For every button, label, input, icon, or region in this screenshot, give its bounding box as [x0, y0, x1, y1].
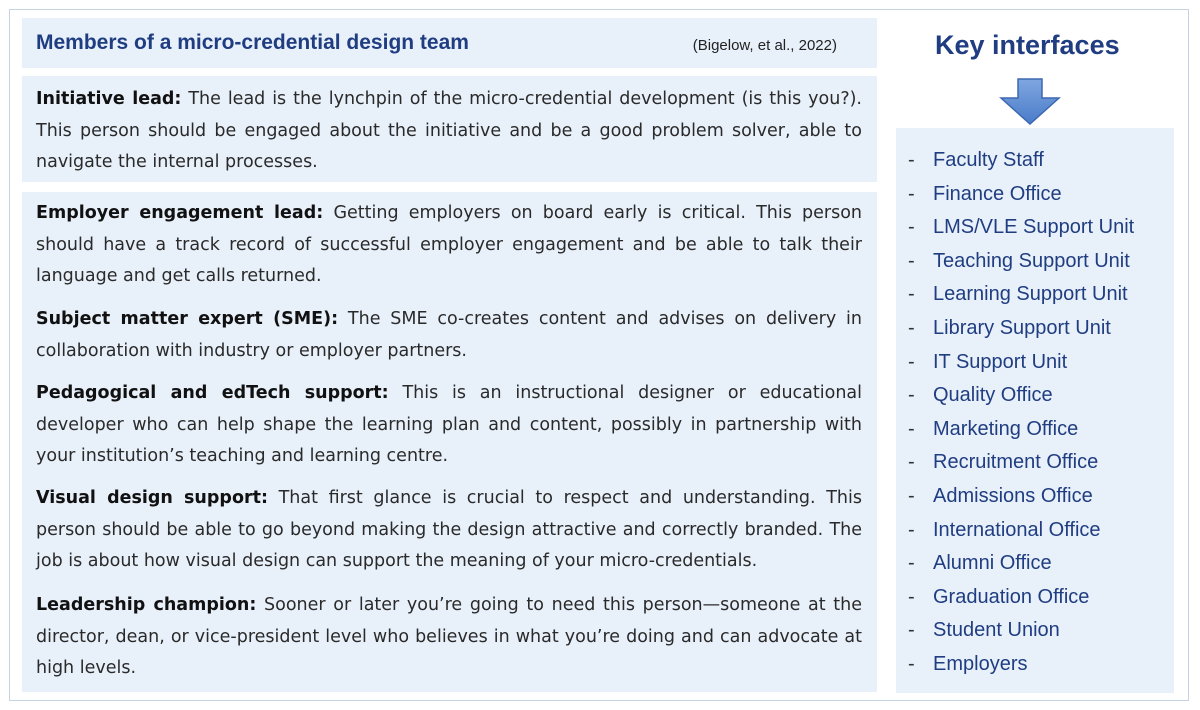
list-bullet: - [908, 350, 915, 373]
role-description: Sooner or later you’re going to need this person—someone at the director, dean, or vice-president level who believes in what you’re doing and can advocate at high levels. [36, 595, 862, 678]
role-visual-design-support [36, 483, 862, 578]
role-name: Visual design support: [36, 488, 268, 508]
list-item-label: Graduation Office [933, 585, 1090, 608]
role-pedagogical-edtech-support [36, 378, 862, 473]
list-item-label: Student Union [933, 619, 1060, 642]
role-name: Leadership champion: [36, 595, 257, 615]
list-item-label: Teaching Support Unit [933, 249, 1130, 272]
role-description: Getting employers on board early is critical. This person should have a track record of successful employer engagement and be able to talk their language and get calls returned. [36, 203, 862, 286]
list-item-label: IT Support Unit [933, 350, 1068, 373]
list-item-label: Recruitment Office [933, 451, 1099, 474]
list-bullet: - [908, 552, 915, 575]
team-members-panel [22, 192, 877, 692]
initiative-lead-panel [22, 76, 877, 182]
arrow-down-icon [999, 78, 1061, 126]
list-item [908, 144, 1134, 178]
list-bullet: - [908, 249, 915, 272]
role-name: Initiative lead: [36, 89, 182, 109]
list-bullet: - [908, 182, 915, 205]
list-item [908, 614, 1134, 648]
role-initiative-lead [36, 84, 862, 179]
role-description: That first glance is crucial to respect and understanding. This person should be able to go beyond making the design attractive and correctly branded. The job is about how visual design can support the meaning of your micro-credentials. [36, 488, 862, 571]
list-item [908, 379, 1134, 413]
list-item-label: Employers [933, 652, 1028, 675]
key-interfaces-list [908, 144, 1134, 682]
list-bullet: - [908, 585, 915, 608]
list-item [908, 547, 1134, 581]
list-item-label: Faculty Staff [933, 149, 1044, 171]
list-item [908, 648, 1134, 682]
citation: (Bigelow, et al., 2022) [692, 37, 837, 54]
list-bullet: - [908, 484, 915, 507]
list-bullet: - [908, 619, 915, 642]
role-name: Employer engagement lead: [36, 203, 324, 223]
list-bullet: - [908, 417, 915, 440]
list-item-label: Learning Support Unit [933, 283, 1128, 306]
list-bullet: - [908, 283, 915, 306]
key-interfaces-title: Key interfaces [935, 30, 1120, 60]
list-item-label: International Office [933, 518, 1101, 541]
role-leadership-champion [36, 590, 862, 685]
list-bullet: - [908, 518, 915, 541]
list-item [908, 278, 1134, 312]
list-item [908, 346, 1134, 380]
list-item [908, 413, 1134, 447]
list-item-label: Quality Office [933, 384, 1053, 407]
list-item [908, 245, 1134, 279]
list-bullet: - [908, 451, 915, 474]
page-title: Members of a micro-credential design team [36, 31, 469, 54]
list-bullet: - [908, 652, 915, 675]
list-bullet: - [908, 316, 915, 339]
list-item-label: Marketing Office [933, 417, 1079, 440]
list-item [908, 581, 1134, 615]
list-item-label: LMS/VLE Support Unit [933, 216, 1135, 239]
role-subject-matter-expert [36, 304, 862, 367]
role-name: Pedagogical and edTech support: [36, 383, 389, 403]
list-item-label: Admissions Office [933, 484, 1093, 507]
role-description: This is an instructional designer or educational developer who can help shape the learning plan and content, possibly in partnership with your institution’s teaching and learning centre. [36, 383, 862, 466]
list-item [908, 514, 1134, 548]
role-employer-engagement-lead [36, 198, 862, 293]
list-item-label: Library Support Unit [933, 316, 1111, 339]
role-name: Subject matter expert (SME): [36, 309, 339, 329]
role-description: The lead is the lynchpin of the micro-credential development (is this you?). This person should be engaged about the initiative and be a good problem solver, able to navigate the internal processes. [36, 89, 862, 172]
list-item [908, 480, 1134, 514]
key-interfaces-panel [896, 128, 1174, 693]
list-item [908, 312, 1134, 346]
list-bullet: - [908, 149, 915, 171]
list-item [908, 446, 1134, 480]
list-bullet: - [908, 384, 915, 407]
role-description: The SME co-creates content and advises on delivery in collaboration with industry or employer partners. [36, 309, 863, 361]
list-bullet: - [908, 216, 915, 239]
list-item [908, 211, 1134, 245]
header-panel [22, 18, 877, 68]
list-item [908, 178, 1134, 212]
list-item-label: Finance Office [933, 182, 1062, 205]
list-item-label: Alumni Office [933, 552, 1052, 575]
